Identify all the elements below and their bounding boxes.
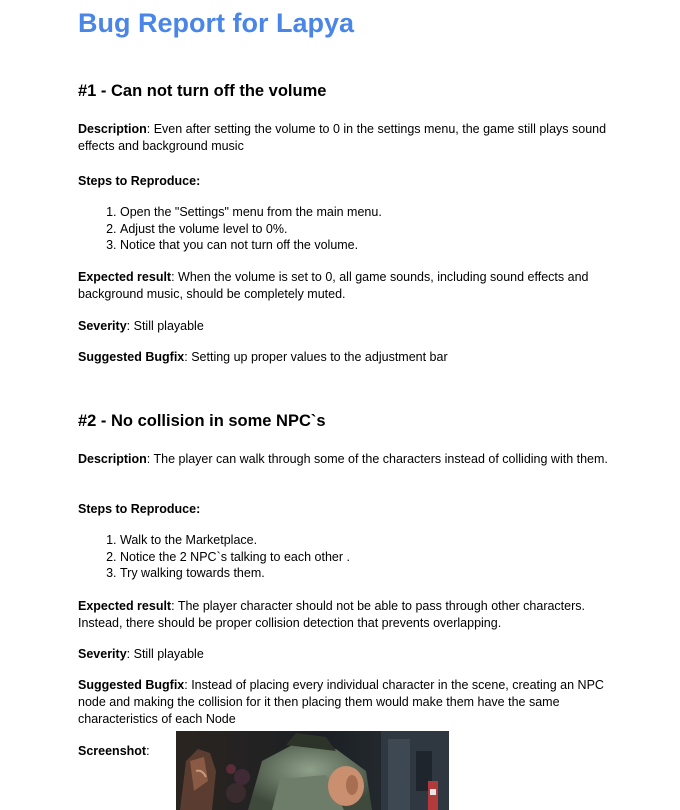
bug-1-expected bbox=[78, 269, 618, 303]
bug-1-bugfix-label: Suggested Bugfix bbox=[78, 350, 185, 364]
bug-1-steps-list bbox=[98, 204, 382, 254]
bug-1-description-text: : Even after setting the volume to 0 in the settings menu, the game still plays sound effects and background music bbox=[78, 122, 607, 153]
bug-2-screenshot-caption bbox=[78, 743, 178, 760]
bug-2-steps-list bbox=[98, 532, 350, 582]
bug-2-step: 1. Walk to the Marketplace. bbox=[120, 532, 350, 549]
bug-1-step: 2. Adjust the volume level to 0%. bbox=[120, 221, 382, 238]
bug-1-expected-label: Expected result bbox=[78, 270, 172, 284]
bug-1-description-label: Description bbox=[78, 122, 147, 136]
bug-2-screenshot-suffix: : bbox=[146, 744, 150, 758]
bug-2-steps-heading bbox=[78, 501, 618, 518]
bug-1-description bbox=[78, 121, 618, 155]
bug-2-severity bbox=[78, 646, 618, 663]
bug-1-step: 1. Open the "Settings" menu from the main menu. bbox=[120, 204, 382, 221]
bug-2-expected-text: : The player character should not be able to pass through other characters. Instead, there should be proper collision detection that prevents overlapping. bbox=[78, 599, 585, 630]
bug-1-bugfix-text: : Setting up proper values to the adjustment bar bbox=[184, 350, 448, 364]
bug-2-expected bbox=[78, 598, 618, 632]
bug-2-heading: #2 - No collision in some NPC`s bbox=[78, 412, 326, 430]
bug-1-severity-text: : Still playable bbox=[126, 319, 204, 333]
game-scene-illustration bbox=[176, 731, 449, 810]
bug-2-bugfix bbox=[78, 677, 618, 728]
bug-2-description-label: Description bbox=[78, 452, 147, 466]
bug-2-bugfix-text: : Instead of placing every individual character in the scene, creating an NPC node and making the collision for it then placing them would make them have the same characteristics of each Node bbox=[78, 678, 604, 726]
bug-1-severity-label: Severity bbox=[78, 319, 127, 333]
document-title: Bug Report for Lapya bbox=[78, 8, 355, 38]
bug-1-severity bbox=[78, 318, 618, 335]
bug-1-steps-label: Steps to Reproduce: bbox=[78, 174, 201, 188]
bug-1-bugfix bbox=[78, 349, 618, 366]
bug-2-steps-label: Steps to Reproduce: bbox=[78, 502, 201, 516]
bug-2-step: 3. Try walking towards them. bbox=[120, 565, 350, 582]
bug-2-bugfix-label: Suggested Bugfix bbox=[78, 678, 185, 692]
bug-2-description bbox=[78, 451, 618, 468]
bug-2-screenshot-label: Screenshot bbox=[78, 744, 147, 758]
bug-2-description-text: : The player can walk through some of the characters instead of colliding with them. bbox=[146, 452, 608, 466]
bug-1-expected-text: : When the volume is set to 0, all game sounds, including sound effects and background music, should be completely muted. bbox=[78, 270, 589, 301]
bug-2-severity-label: Severity bbox=[78, 647, 127, 661]
game-screenshot-image bbox=[176, 731, 449, 810]
bug-2-expected-label: Expected result bbox=[78, 599, 172, 613]
bug-2-severity-text: : Still playable bbox=[126, 647, 204, 661]
bug-2-step: 2. Notice the 2 NPC`s talking to each other . bbox=[120, 549, 350, 566]
bug-1-step: 3. Notice that you can not turn off the volume. bbox=[120, 237, 382, 254]
bug-1-steps-heading bbox=[78, 173, 618, 190]
bug-1-heading: #1 - Can not turn off the volume bbox=[78, 82, 327, 100]
